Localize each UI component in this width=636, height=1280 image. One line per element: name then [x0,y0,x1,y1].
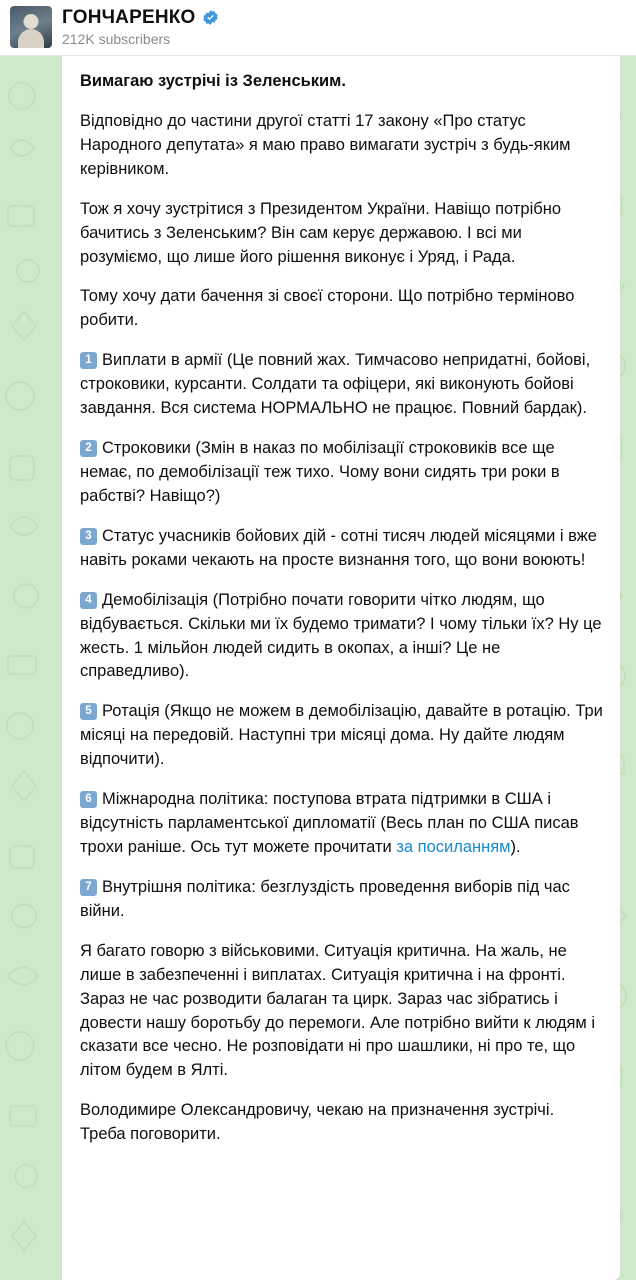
list-item [80,437,604,509]
list-number-badge: 7 [80,879,97,896]
list-item-text: Демобілізація (Потрібно почати говорити чітко людям, що відбувається. Скільки ми їх будемо тримати? І чому тільки їх? Ну це жесть. 1 мільйон людей сидить в окопах, а інші? Це не справедливо). [80,590,602,681]
channel-name: ГОНЧАРЕНКО [62,7,196,29]
channel-header-text [62,7,219,47]
message-bubble[interactable] [62,56,620,1280]
subscriber-count: 212K subscribers [62,30,171,47]
channel-header[interactable] [0,0,636,56]
list-item [80,700,604,772]
message-container [0,56,636,1280]
inline-link[interactable]: за посиланням [396,837,511,856]
list-number-badge: 1 [80,352,97,369]
list-item-text: Виплати в армії (Це повний жах. Тимчасово непридатні, бойові, строковики, курсанти. Солдати та офіцери, які виконують бойові завдання. Вся система НОРМАЛЬНО не працює. Повний бардак). [80,351,591,418]
message-paragraph-4: Я багато говорю з військовими. Ситуація критична. На жаль, не лише в забезпеченні і виплатах. Ситуація критична і на фронті. Зараз не час розводити балаган та цирк. Зараз час зібратись і довести нашу боротьбу до перемоги. Але потрібно вийти к людям і сказати все чесно. Не розповідати ні про шашлики, ні про те, що літом будем в Ялті. [80,941,596,1080]
message-title: Вимагаю зустрічі із Зеленським. [80,72,346,90]
list-item [80,788,604,860]
list-number-badge: 6 [80,791,97,808]
list-item-text: Ротація (Якщо не можем в демобілізацію, давайте в ротацію. Три місяці на передовій. Наступні три місяці дома. Ну дайте людям відпочити). [80,702,603,769]
list-item-text: Строковики (Змін в наказ по мобілізації строковиків все ще немає, по демобілізації теж тихо. Чому вони сидять три роки в рабстві? Навіщо?) [80,439,560,505]
list-item-text: Внутрішня політика: безглуздість проведення виборів під час війни. [80,877,570,920]
list-number-badge: 3 [80,528,97,545]
list-item [80,349,604,421]
message-paragraph-2: Тож я хочу зустрітися з Президентом України. Навіщо потрібно бачитись з Зеленським? Він сам керує державою. І всі ми розуміємо, що лише його рішення виконує і Уряд, і Рада. [80,199,561,266]
verified-badge-icon [202,9,219,26]
message-paragraph-5: Володимире Олександровичу, чекаю на призначення зустрічі. Треба поговорити. [80,1101,555,1144]
list-number-badge: 4 [80,592,97,609]
list-item [80,525,604,573]
list-item-text: Статус учасників бойових дій - сотні тисяч людей місяцями і вже навіть роками чекають на просте визнання того, що вони воюють! [80,526,597,569]
message-paragraph-3: Тому хочу дати бачення зі своєї сторони. Що потрібно терміново робити. [80,287,575,330]
numbered-list [80,349,604,923]
list-item [80,876,604,924]
list-item-text: Міжнародна політика: поступова втрата підтримки в США і відсутність парламентської дипломатії (Весь план по США писав трохи раніше. Ось тут можете прочитати [80,790,579,856]
list-item [80,589,604,685]
channel-avatar[interactable] [10,6,52,48]
list-item-text-after: ). [510,837,521,856]
message-paragraph-1: Відповідно до частини другої статті 17 закону «Про статус Народного депутата» я маю право вимагати зустріч з будь-яким керівником. [80,111,571,178]
list-number-badge: 2 [80,440,97,457]
channel-title-row [62,7,219,29]
list-number-badge: 5 [80,703,97,720]
